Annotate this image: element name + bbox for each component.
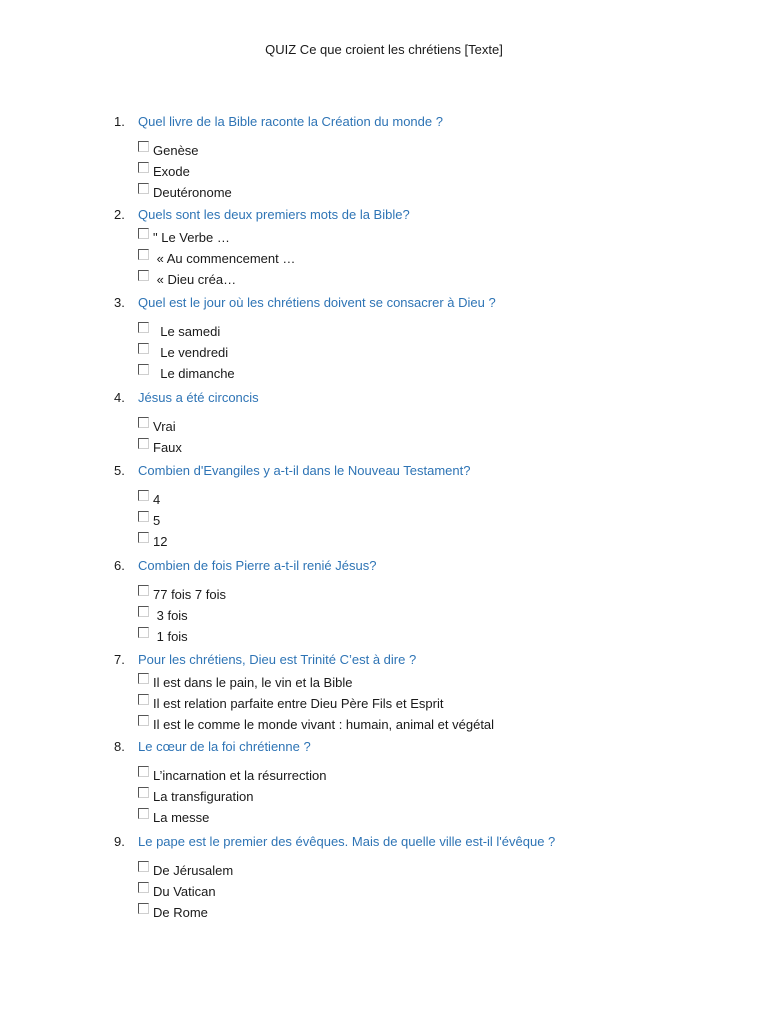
question-text: Quel est le jour où les chrétiens doivent se consacrer à Dieu ? — [138, 295, 496, 310]
question-number: 1. — [114, 114, 125, 129]
question-text: Pour les chrétiens, Dieu est Trinité C’est à dire ? — [138, 652, 417, 667]
question-number: 3. — [114, 295, 125, 310]
question-5 — [0, 463, 768, 554]
option-label: Genèse — [153, 143, 199, 158]
checkbox[interactable] — [138, 808, 149, 819]
question-number: 5. — [114, 463, 125, 478]
option-label: La messe — [153, 810, 210, 825]
checkbox[interactable] — [138, 511, 149, 522]
option-pain-vin-bible[interactable] — [0, 674, 768, 695]
option-label: Vrai — [153, 419, 176, 434]
option-vrai[interactable] — [0, 418, 768, 439]
checkbox[interactable] — [138, 532, 149, 543]
option-label: « Au commencement … — [153, 251, 296, 266]
option-5[interactable] — [0, 512, 768, 533]
question-text: Combien d'Evangiles y a-t-il dans le Nouveau Testament? — [138, 463, 471, 478]
option-au-commencement[interactable] — [0, 250, 768, 271]
question-text: Le pape est le premier des évêques. Mais de quelle ville est-il l'évêque ? — [138, 834, 556, 849]
checkbox[interactable] — [138, 249, 149, 260]
option-label: De Jérusalem — [153, 863, 234, 878]
checkbox[interactable] — [138, 364, 149, 375]
question-number: 4. — [114, 390, 125, 405]
option-1-fois[interactable] — [0, 628, 768, 649]
question-number: 7. — [114, 652, 125, 667]
question-4 — [0, 390, 768, 460]
option-4[interactable] — [0, 491, 768, 512]
question-1 — [0, 114, 768, 205]
option-label: Il est relation parfaite entre Dieu Père Fils et Esprit — [153, 696, 444, 711]
checkbox[interactable] — [138, 766, 149, 777]
option-genese[interactable] — [0, 142, 768, 163]
option-label: Deutéronome — [153, 185, 232, 200]
question-text: Combien de fois Pierre a-t-il renié Jésus? — [138, 558, 377, 573]
checkbox[interactable] — [138, 606, 149, 617]
question-text: Quels sont les deux premiers mots de la Bible? — [138, 207, 410, 222]
option-rome[interactable] — [0, 904, 768, 925]
option-label: « Dieu créa… — [153, 272, 237, 287]
option-incarnation[interactable] — [0, 767, 768, 788]
document-title: QUIZ Ce que croient les chrétiens [Texte] — [265, 42, 503, 57]
option-label: L’incarnation et la résurrection — [153, 768, 327, 783]
checkbox[interactable] — [138, 787, 149, 798]
question-3 — [0, 295, 768, 386]
option-12[interactable] — [0, 533, 768, 554]
option-vatican[interactable] — [0, 883, 768, 904]
option-77-fois[interactable] — [0, 586, 768, 607]
checkbox[interactable] — [138, 162, 149, 173]
question-text: Le cœur de la foi chrétienne ? — [138, 739, 311, 754]
option-label: Du Vatican — [153, 884, 216, 899]
option-label: Faux — [153, 440, 182, 455]
option-label: La transfiguration — [153, 789, 254, 804]
option-vendredi[interactable] — [0, 344, 768, 365]
checkbox[interactable] — [138, 322, 149, 333]
checkbox[interactable] — [138, 141, 149, 152]
question-7 — [0, 652, 768, 737]
checkbox[interactable] — [138, 438, 149, 449]
option-relation-parfaite[interactable] — [0, 695, 768, 716]
checkbox[interactable] — [138, 228, 149, 239]
question-text: Quel livre de la Bible raconte la Création du monde ? — [138, 114, 443, 129]
checkbox[interactable] — [138, 627, 149, 638]
checkbox[interactable] — [138, 861, 149, 872]
option-label: Le vendredi — [153, 345, 229, 360]
checkbox[interactable] — [138, 490, 149, 501]
option-label: Il est dans le pain, le vin et la Bible — [153, 675, 353, 690]
question-9 — [0, 834, 768, 925]
checkbox[interactable] — [138, 343, 149, 354]
option-transfiguration[interactable] — [0, 788, 768, 809]
checkbox[interactable] — [138, 903, 149, 914]
option-le-verbe[interactable] — [0, 229, 768, 250]
question-2 — [0, 207, 768, 292]
option-deuteronome[interactable] — [0, 184, 768, 205]
option-label: " Le Verbe … — [153, 230, 230, 245]
option-label: Le samedi — [153, 324, 221, 339]
option-jerusalem[interactable] — [0, 862, 768, 883]
checkbox[interactable] — [138, 417, 149, 428]
question-6 — [0, 558, 768, 649]
option-dieu-crea[interactable] — [0, 271, 768, 292]
option-label: 3 fois — [153, 608, 188, 623]
option-label: Il est le comme le monde vivant : humain, animal et végétal — [153, 717, 495, 732]
checkbox[interactable] — [138, 183, 149, 194]
option-label: Exode — [153, 164, 190, 179]
checkbox[interactable] — [138, 673, 149, 684]
question-number: 6. — [114, 558, 125, 573]
question-number: 9. — [114, 834, 125, 849]
question-number: 2. — [114, 207, 125, 222]
checkbox[interactable] — [138, 715, 149, 726]
checkbox[interactable] — [138, 270, 149, 281]
checkbox[interactable] — [138, 585, 149, 596]
option-monde-vivant[interactable] — [0, 716, 768, 737]
option-label: 1 fois — [153, 629, 188, 644]
option-label: Le dimanche — [153, 366, 235, 381]
option-exode[interactable] — [0, 163, 768, 184]
option-label: De Rome — [153, 905, 208, 920]
checkbox[interactable] — [138, 694, 149, 705]
option-dimanche[interactable] — [0, 365, 768, 386]
question-number: 8. — [114, 739, 125, 754]
option-3-fois[interactable] — [0, 607, 768, 628]
option-faux[interactable] — [0, 439, 768, 460]
question-8 — [0, 739, 768, 830]
checkbox[interactable] — [138, 882, 149, 893]
question-text: Jésus a été circoncis — [138, 390, 259, 405]
option-samedi[interactable] — [0, 323, 768, 344]
option-label: 77 fois 7 fois — [153, 587, 226, 602]
option-label: 5 — [153, 513, 161, 528]
option-label: 12 — [153, 534, 168, 549]
option-label: 4 — [153, 492, 161, 507]
option-messe[interactable] — [0, 809, 768, 830]
